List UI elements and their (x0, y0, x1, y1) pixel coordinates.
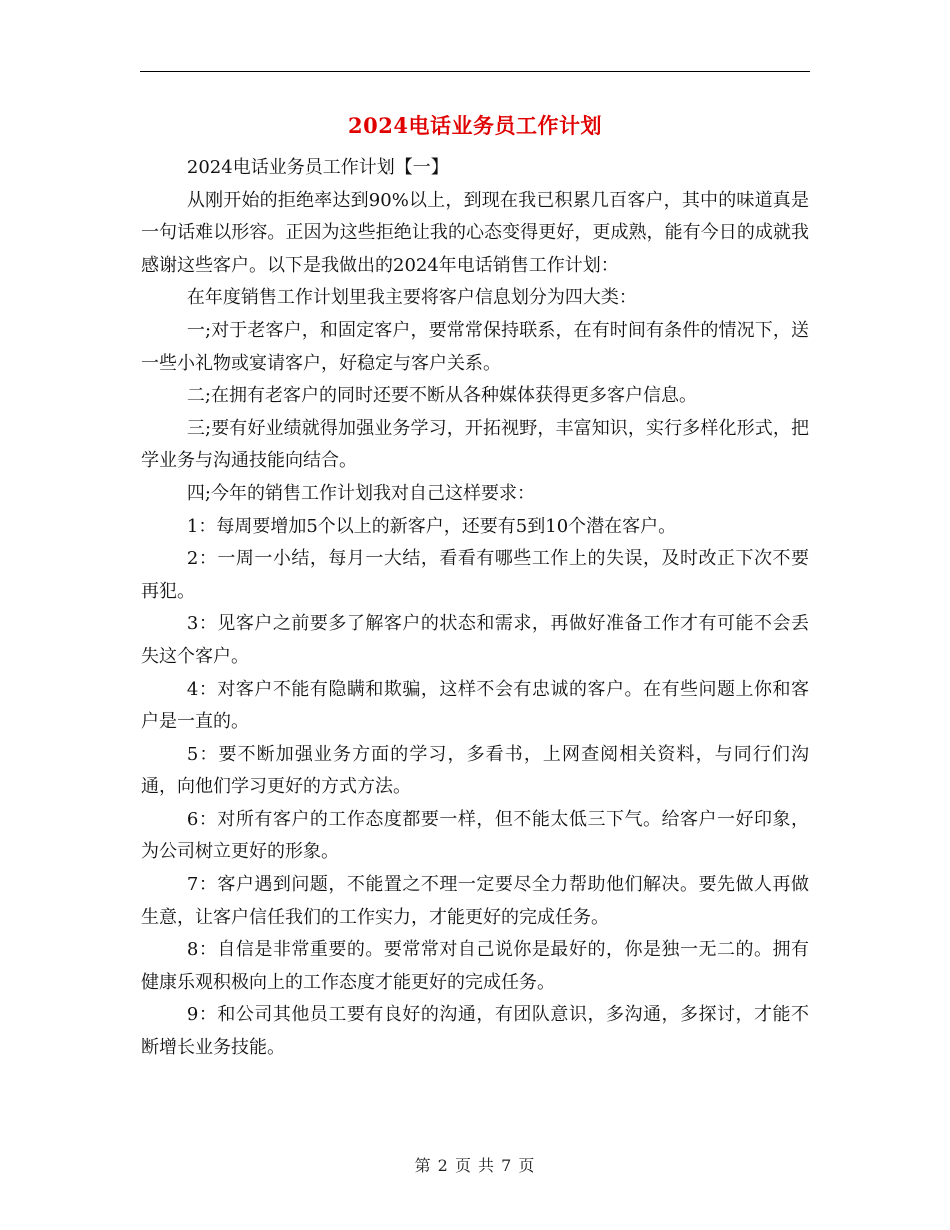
paragraph-item-1: 1：每周要增加5个以上的新客户，还要有5到10个潜在客户。 (186, 515, 677, 537)
paragraph-category-4: 四;今年的销售工作计划我对自己这样要求： (186, 482, 535, 504)
paragraph-item-6: 6：对所有客户的工作态度都要一样，但不能太低三下气。给客户一好印象，为公司树立更好的形象。 (141, 808, 809, 863)
paragraph-item-5: 5：要不断加强业务方面的学习，多看书，上网查阅相关资料，与同行们沟通，向他们学习更好的方式方法。 (141, 743, 809, 798)
document-title: 2024电话业务员工作计划 (348, 113, 602, 138)
page-number-footer: 第 2 页 共 7 页 (414, 1156, 536, 1175)
paragraph-item-9: 9：和公司其他员工要有良好的沟通，有团队意识，多沟通，多探讨，才能不断增长业务技能。 (141, 1004, 809, 1059)
paragraph-item-7: 7：客户遇到问题，不能置之不理一定要尽全力帮助他们解决。要先做人再做生意，让客户信任我们的工作实力，才能更好的完成任务。 (141, 874, 809, 928)
paragraph-category-1: 一;对于老客户，和固定客户，要常常保持联系，在有时间有条件的情况下，送一些小礼物或宴请客户，好稳定与客户关系。 (141, 319, 809, 374)
paragraph-item-8: 8：自信是非常重要的。要常常对自己说你是最好的，你是独一无二的。拥有健康乐观积极向上的工作态度才能更好的完成任务。 (141, 939, 809, 993)
paragraph-categories-lead: 在年度销售工作计划里我主要将客户信息划分为四大类： (186, 287, 637, 309)
paragraph-subtitle: 2024电话业务员工作计划【一】 (186, 157, 449, 178)
document-body (141, 152, 809, 1065)
paragraph-category-2: 二;在拥有老客户的同时还要不断从各种媒体获得更多客户信息。 (186, 385, 697, 407)
header-rule (140, 71, 810, 72)
paragraph-item-3: 3：见客户之前要多了解客户的状态和需求，再做好准备工作才有可能不会丢失这个客户。 (141, 613, 809, 667)
paragraph-item-4: 4：对客户不能有隐瞒和欺骗，这样不会有忠诚的客户。在有些问题上你和客户是一直的。 (141, 678, 809, 733)
paragraph-category-3: 三;要有好业绩就得加强业务学习，开拓视野，丰富知识，实行多样化形式，把学业务与沟通技能向结合。 (141, 417, 809, 472)
paragraph-intro: 从刚开始的拒绝率达到90%以上，到现在我已积累几百客户，其中的味道真是一句话难以形容。正因为这些拒绝让我的心态变得更好，更成熟，能有今日的成就我感谢这些客户。以下是我做出的2024年电话销售工作计划： (141, 189, 809, 276)
paragraph-item-2: 2：一周一小结，每月一大结，看看有哪些工作上的失误，及时改正下次不要再犯。 (141, 548, 809, 602)
